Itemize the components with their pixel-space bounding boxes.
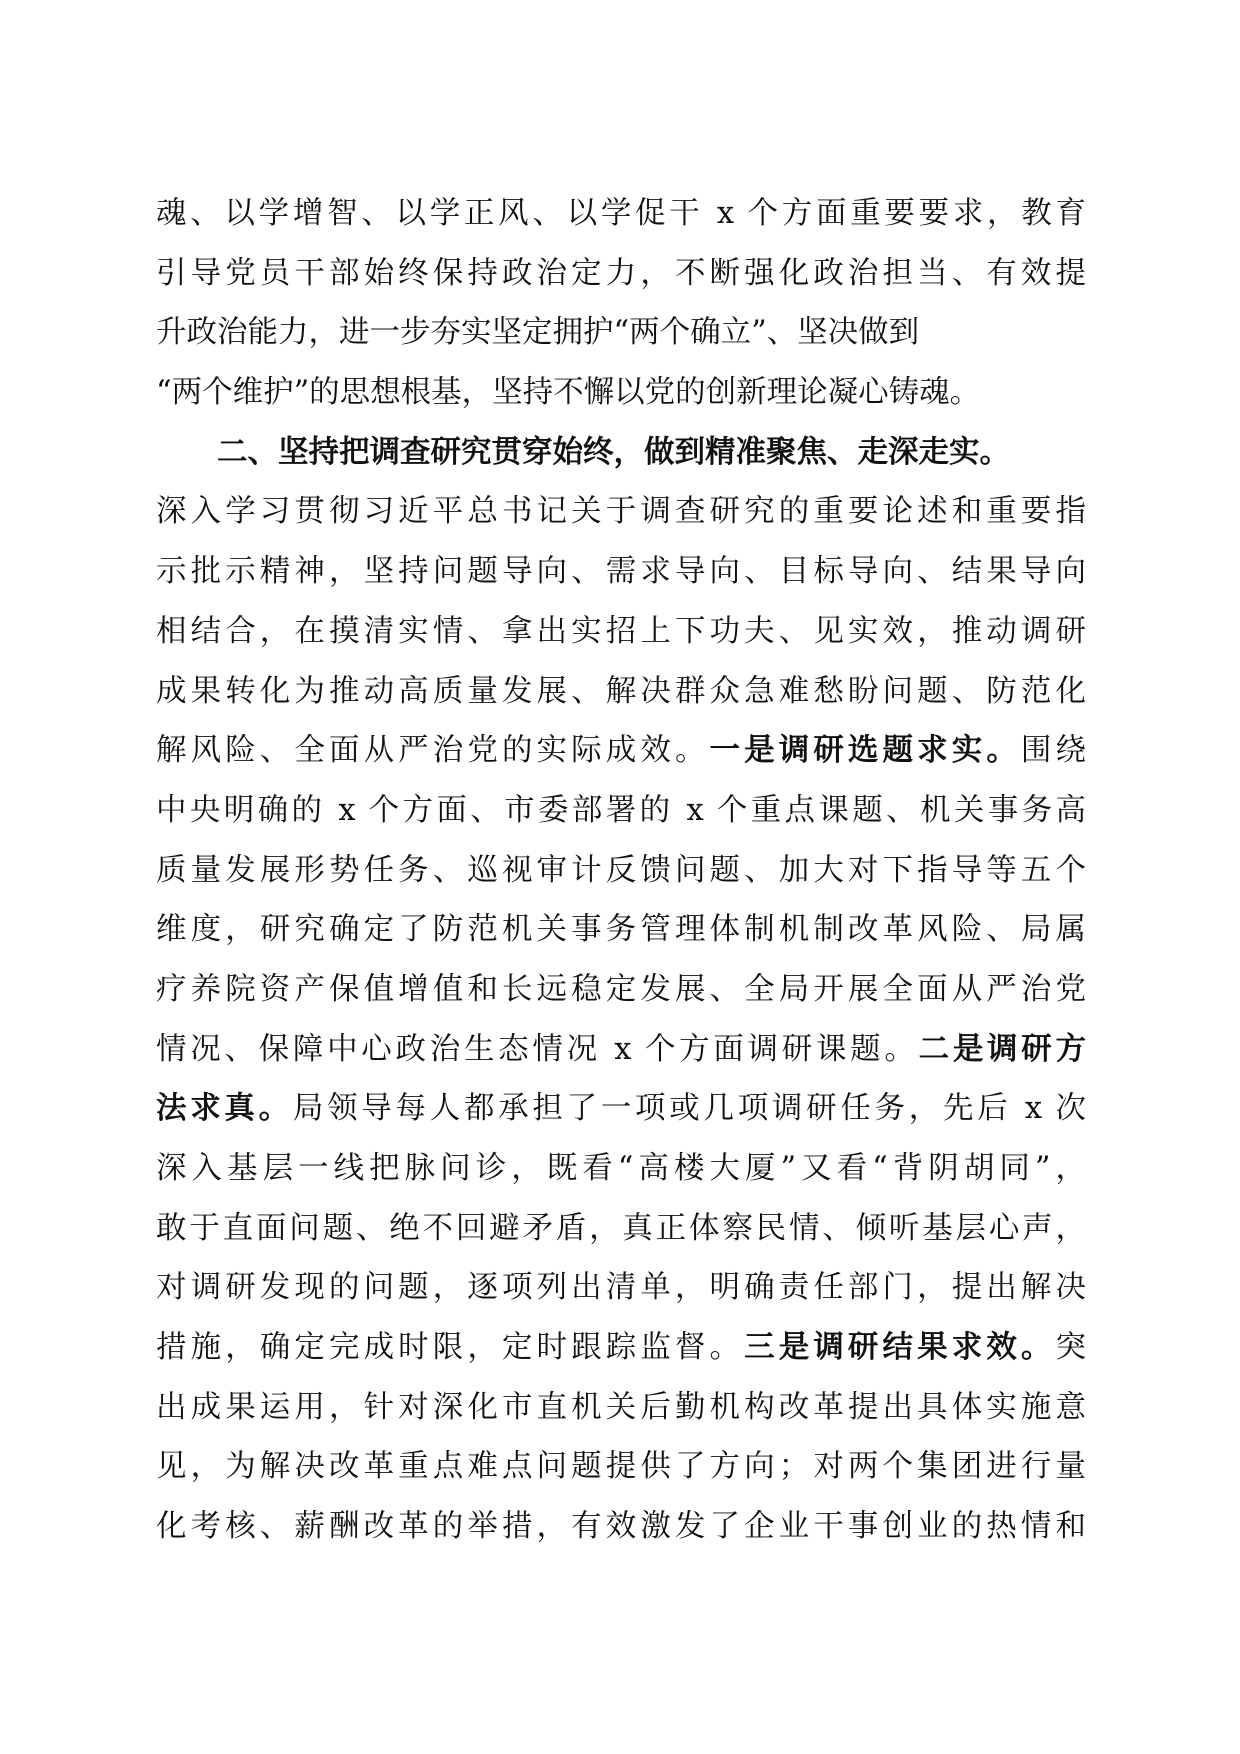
- section-heading: [156, 423, 1086, 483]
- text-line: [156, 1437, 1086, 1497]
- text-line: [156, 960, 1086, 1020]
- text-segment: 深入基层一线把脉问诊，既看“高楼大厦”又看“背阴胡同”，: [156, 1151, 1086, 1186]
- text-line: [156, 244, 1086, 304]
- text-segment: 措施，确定完成时限，定时跟踪监督。: [156, 1330, 745, 1366]
- text-segment: 相结合，在摸清实情、拿出实招上下功夫、见实效，推动调研: [156, 613, 1086, 649]
- text-line: [156, 1258, 1086, 1318]
- text-segment: 成果转化为推动高质量发展、解决群众急难愁盼问题、防范化: [156, 673, 1086, 709]
- text-line: [156, 662, 1086, 722]
- text-line: [156, 184, 1086, 244]
- text-line: [156, 303, 1086, 363]
- text-line: [156, 1139, 1086, 1199]
- bold-lead: 三是调研结果求效。: [744, 1329, 1056, 1366]
- text-line: [156, 1378, 1086, 1438]
- text-segment: 情况、保障中心政治生态情况 x 个方面调研课题。: [156, 1031, 919, 1067]
- text-line: [156, 721, 1086, 781]
- text-line: [156, 363, 1086, 423]
- text-line: [156, 1318, 1086, 1378]
- text-segment: 突: [1055, 1330, 1087, 1366]
- text-segment: 维度，研究确定了防范机关事务管理体制机制改革风险、局属: [156, 912, 1086, 948]
- text-segment: 出成果运用，针对深化市直机关后勤机构改革提出具体实施意: [156, 1389, 1086, 1425]
- text-segment: 解风险、全面从严治党的实际成效。: [156, 733, 710, 769]
- bold-lead: 一是调研选题求实。: [709, 732, 1021, 769]
- text-line: [156, 542, 1086, 602]
- text-line: [156, 781, 1086, 841]
- text-segment: 示批示精神，坚持问题导向、需求导向、目标导向、结果导向: [156, 554, 1086, 590]
- text-line: [156, 841, 1086, 901]
- text-segment: 敢于直面问题、绝不回避矛盾，真正体察民情、倾听基层心声，: [156, 1210, 1086, 1246]
- body-text: [156, 184, 1086, 1557]
- heading-text: 二、坚持把调查研究贯穿始终，做到精准聚焦、走深走实。: [217, 433, 1010, 470]
- text-segment: 疗养院资产保值增值和长远稳定发展、全局开展全面从严治党: [156, 971, 1086, 1007]
- text-segment: “两个维护”的思想根基，坚持不懈以党的创新理论凝心铸魂。: [156, 375, 981, 411]
- text-line: [156, 602, 1086, 662]
- text-segment: 围绕: [1020, 733, 1087, 769]
- text-segment: 升政治能力，进一步夯实坚定拥护“两个确立”、坚决做到: [156, 315, 920, 351]
- text-segment: 对调研发现的问题，逐项列出清单，明确责任部门，提出解决: [156, 1270, 1086, 1306]
- text-line: [156, 1497, 1086, 1557]
- text-segment: 质量发展形势任务、巡视审计反馈问题、加大对下指导等五个: [156, 852, 1086, 888]
- text-line: [156, 1020, 1086, 1080]
- text-line: [156, 900, 1086, 960]
- text-segment: 深入学习贯彻习近平总书记关于调查研究的重要论述和重要指: [156, 494, 1086, 530]
- text-segment: 局领导每人都承担了一项或几项调研任务，先后 x 次: [292, 1091, 1086, 1127]
- bold-lead: 法求真。: [156, 1090, 293, 1127]
- text-segment: 魂、以学增智、以学正风、以学促干 x 个方面重要要求，教育: [156, 196, 1086, 231]
- text-segment: 中央明确的 x 个方面、市委部署的 x 个重点课题、机关事务高: [156, 792, 1086, 828]
- text-line: [156, 1079, 1086, 1139]
- text-line: [156, 1199, 1086, 1259]
- text-line: [156, 482, 1086, 542]
- text-segment: 见，为解决改革重点难点问题提供了方向；对两个集团进行量: [156, 1449, 1086, 1485]
- text-segment: 化考核、薪酬改革的举措，有效激发了企业干事创业的热情和: [156, 1509, 1086, 1545]
- bold-lead: 二是调研方: [918, 1030, 1086, 1067]
- text-segment: 引导党员干部始终保持政治定力，不断强化政治担当、有效提: [156, 255, 1086, 291]
